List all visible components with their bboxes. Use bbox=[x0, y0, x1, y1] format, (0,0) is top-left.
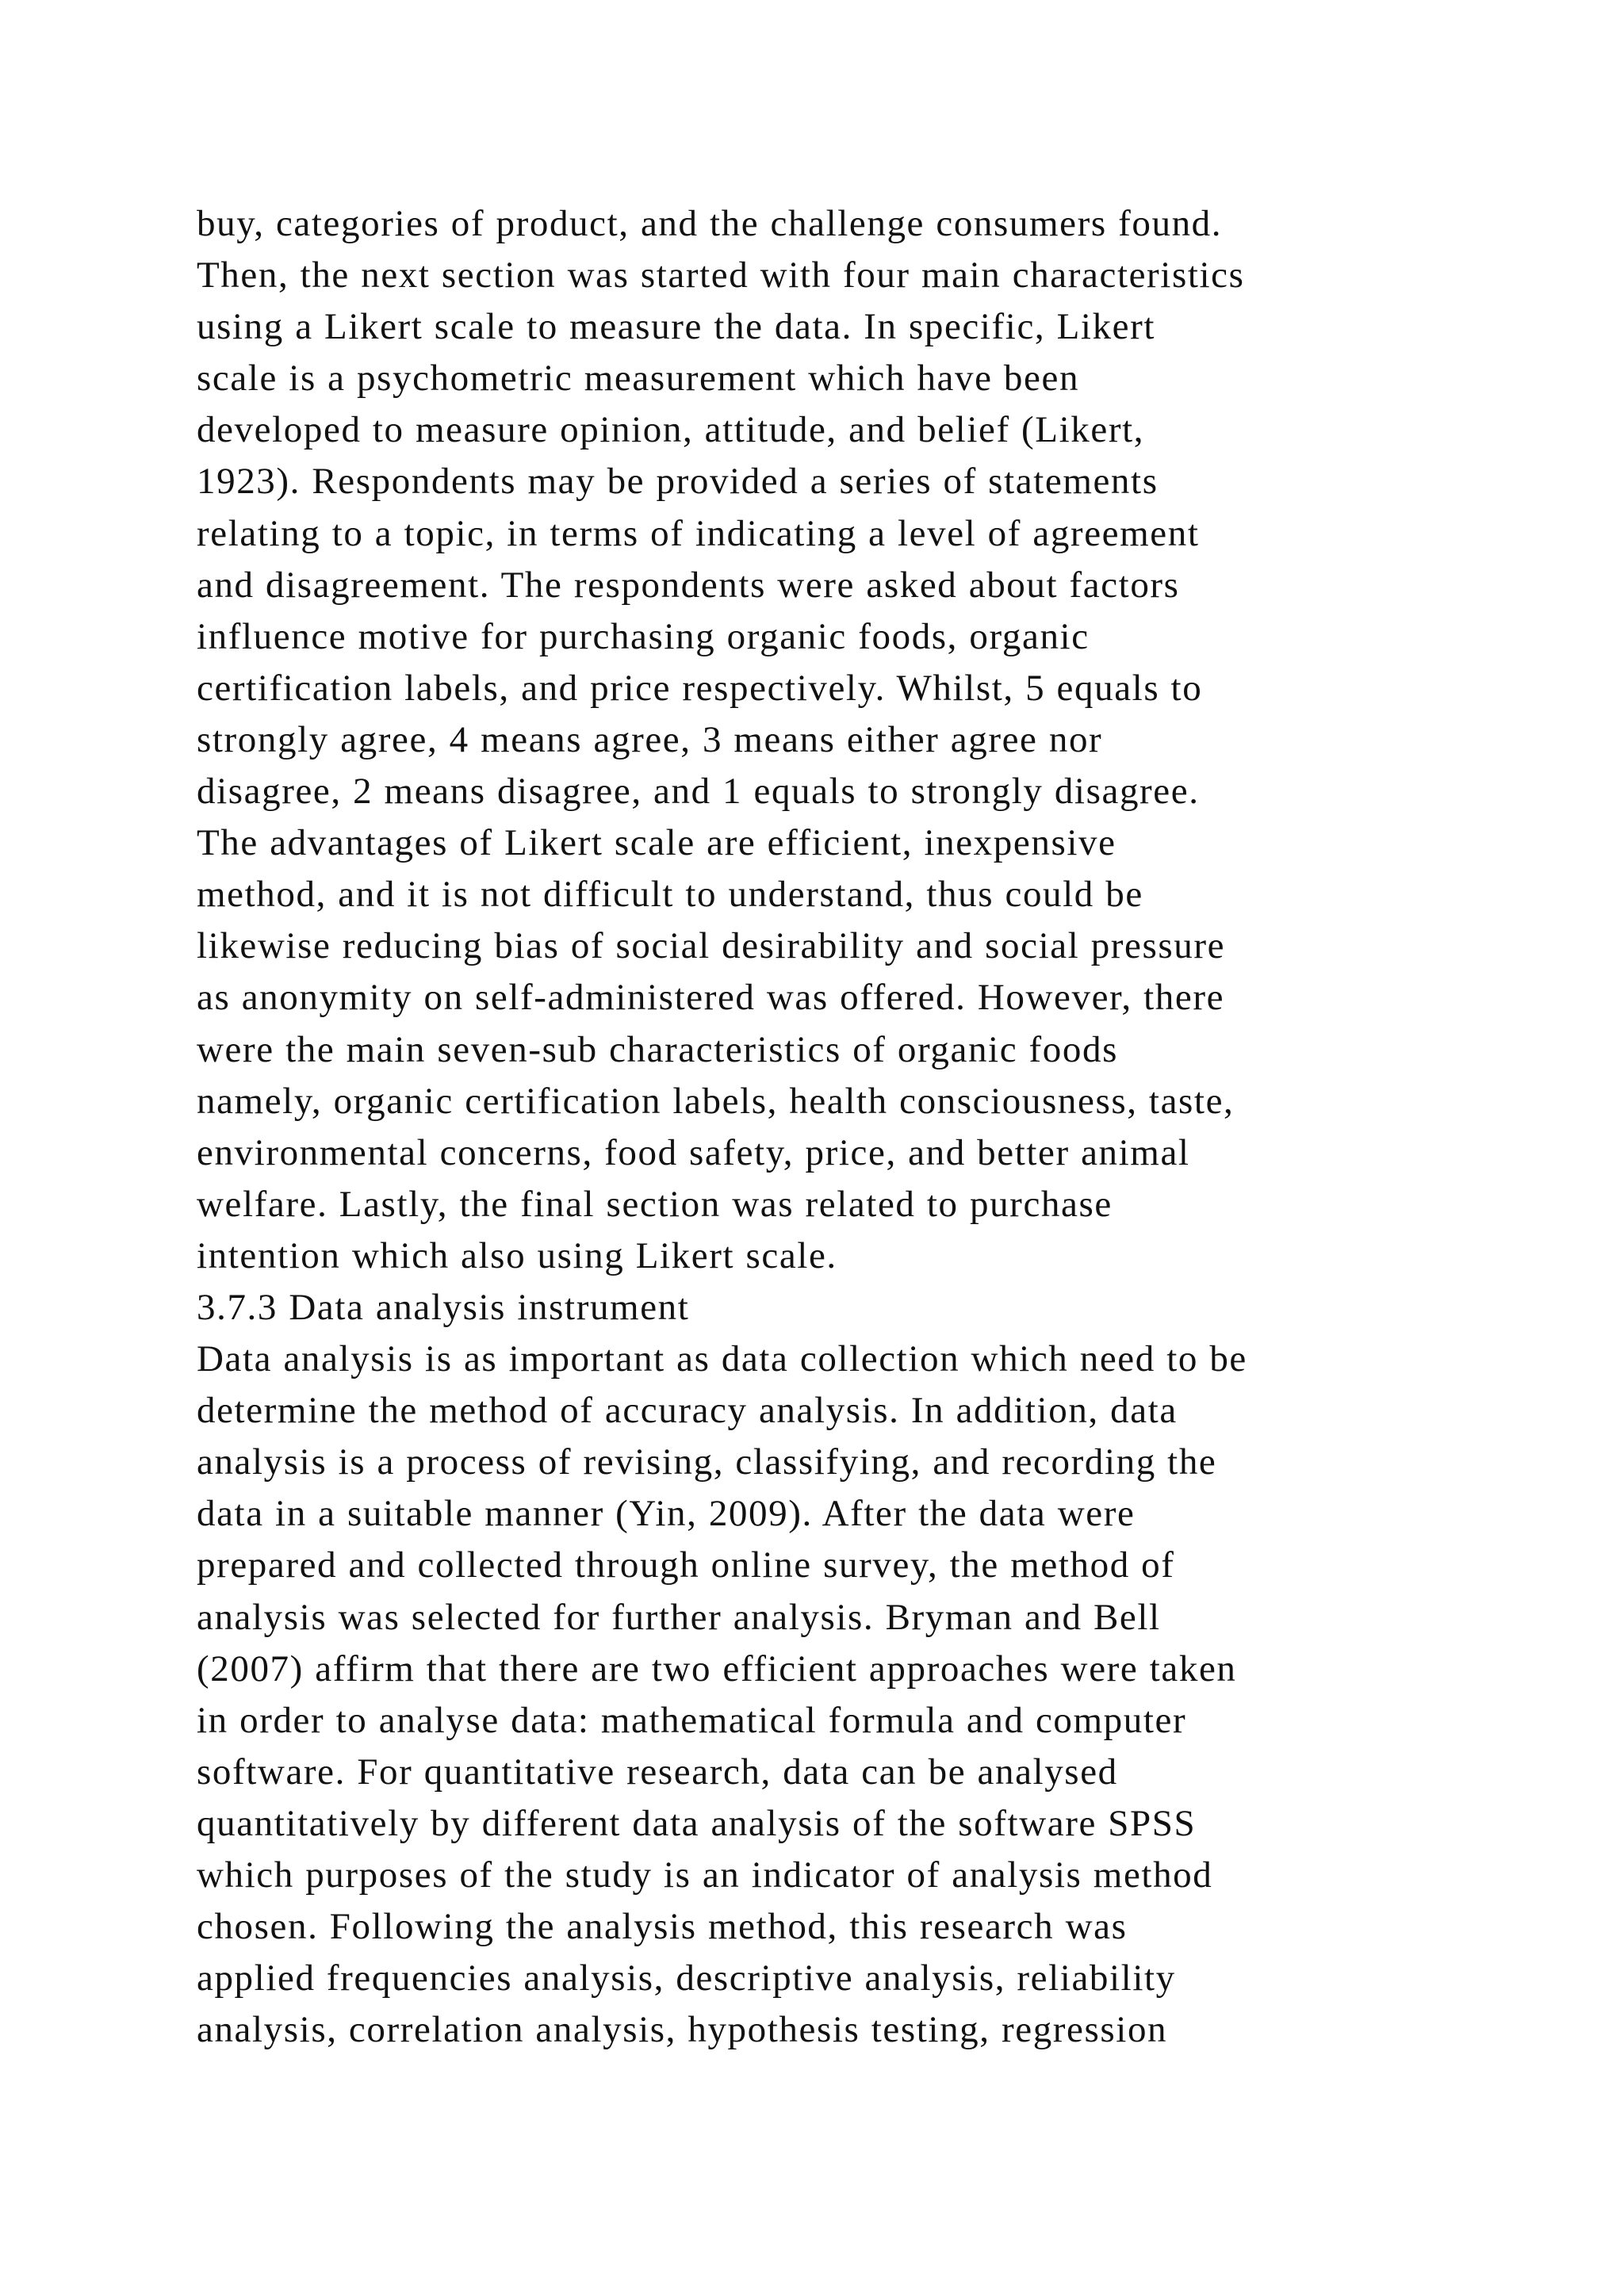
text-line: prepared and collected through online survey, the method of bbox=[197, 1544, 1175, 1586]
text-line: analysis was selected for further analysis. Bryman and Bell bbox=[197, 1596, 1161, 1638]
text-line: namely, organic certification labels, health consciousness, taste, bbox=[197, 1080, 1235, 1122]
text-line: method, and it is not difficult to understand, thus could be bbox=[197, 874, 1143, 916]
text-line: strongly agree, 4 means agree, 3 means either agree nor bbox=[197, 718, 1103, 760]
text-line: chosen. Following the analysis method, this research was bbox=[197, 1906, 1128, 1948]
text-line: were the main seven-sub characteristics of organic foods bbox=[197, 1028, 1118, 1070]
text-line: as anonymity on self-administered was offered. However, there bbox=[197, 977, 1225, 1019]
text-line: disagree, 2 means disagree, and 1 equals to strongly disagree. bbox=[197, 771, 1200, 813]
text-line: analysis is a process of revising, classifying, and recording the bbox=[197, 1441, 1217, 1483]
text-line: quantitatively by different data analysis of the software SPSS bbox=[197, 1802, 1197, 1844]
text-line: influence motive for purchasing organic foods, organic bbox=[197, 615, 1090, 657]
text-line: likewise reducing bias of social desirability and social pressure bbox=[197, 925, 1226, 967]
text-line: (2007) affirm that there are two efficient approaches were taken bbox=[197, 1647, 1237, 1689]
text-line: which purposes of the study is an indicator of analysis method bbox=[197, 1854, 1213, 1896]
text-line: software. For quantitative research, data can be analysed bbox=[197, 1751, 1118, 1793]
text-line: relating to a topic, in terms of indicating a level of agreement bbox=[197, 512, 1200, 554]
text-line: data in a suitable manner (Yin, 2009). After the data were bbox=[197, 1493, 1136, 1535]
text-line: Data analysis is as important as data collection which need to be bbox=[197, 1338, 1247, 1380]
text-line: Then, the next section was started with four main characteristics bbox=[197, 254, 1245, 297]
text-line: scale is a psychometric measurement which have been bbox=[197, 358, 1080, 400]
text-line: welfare. Lastly, the final section was related to purchase bbox=[197, 1183, 1113, 1225]
text-line: certification labels, and price respectively. Whilst, 5 equals to bbox=[197, 667, 1203, 709]
text-line: determine the method of accuracy analysis. In addition, data bbox=[197, 1390, 1178, 1432]
text-line: developed to measure opinion, attitude, and belief (Likert, bbox=[197, 409, 1145, 451]
text-line: environmental concerns, food safety, price, and better animal bbox=[197, 1131, 1190, 1173]
body-text bbox=[197, 198, 1608, 2056]
text-line: 1923). Respondents may be provided a series of statements bbox=[197, 461, 1159, 503]
text-line: applied frequencies analysis, descriptive analysis, reliability bbox=[197, 1957, 1176, 1999]
text-line: buy, categories of product, and the challenge consumers found. bbox=[197, 203, 1223, 244]
text-line: intention which also using Likert scale. bbox=[197, 1234, 837, 1276]
section-heading: 3.7.3 Data analysis instrument bbox=[197, 1286, 690, 1328]
text-line: in order to analyse data: mathematical formula and computer bbox=[197, 1699, 1187, 1741]
text-line: using a Likert scale to measure the data. In specific, Likert bbox=[197, 306, 1156, 348]
text-line: analysis, correlation analysis, hypothesis testing, regression bbox=[197, 2009, 1168, 2051]
text-line: and disagreement. The respondents were asked about factors bbox=[197, 564, 1180, 606]
text-line: The advantages of Likert scale are efficient, inexpensive bbox=[197, 822, 1116, 864]
